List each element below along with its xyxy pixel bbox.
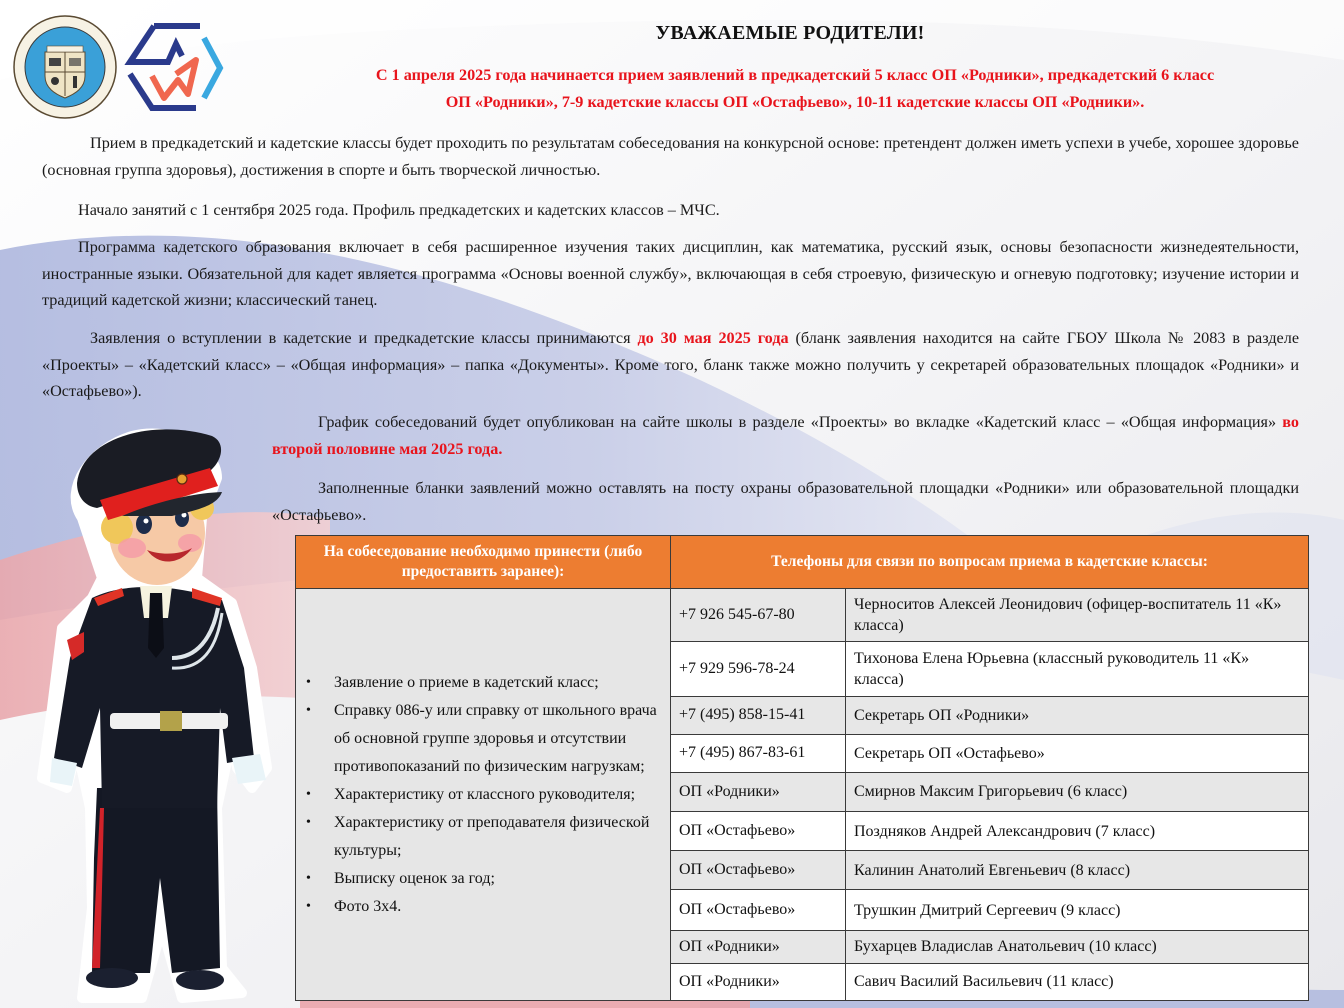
documents-cell: [296, 589, 671, 1001]
info-table: [295, 535, 1309, 1001]
document-item: • Фото 3х4.: [334, 893, 662, 921]
paragraph-applications: [42, 325, 1299, 405]
contact-phone: +7 926 545-67-80: [671, 589, 846, 642]
document-item: • Заявление о приеме в кадетский класс;: [334, 669, 662, 697]
contact-name: Бухарцев Владислав Анатольевич (10 класс): [846, 930, 1309, 963]
contact-name: Тихонова Елена Юрьевна (классный руководитель 11 «К» класса): [846, 642, 1309, 696]
schedule-text: График собеседований будет опубликован на сайте школы в разделе «Проекты» во вкладке «Кадетский класс – «Общая информация»: [318, 413, 1283, 431]
applications-deadline: до 30 мая 2025 года: [637, 329, 789, 347]
contact-name: Поздняков Андрей Александрович (7 класс): [846, 812, 1309, 851]
contact-phone: ОП «Родники»: [671, 772, 846, 811]
document-item: • Характеристику от классного руководителя;: [334, 781, 662, 809]
announcement-line-1: С 1 апреля 2025 года начинается прием заявлений в предкадетский 5 класс ОП «Родники», предкадетский 6 класс: [375, 66, 1215, 84]
document-item: • Характеристику от преподавателя физической культуры;: [334, 809, 662, 865]
paragraph-drop-off: Заполненные бланки заявлений можно оставлять на посту охраны образовательной площадки «Родники» или образовательной площадки «Остафьево».: [272, 479, 1299, 524]
contact-phone: ОП «Остафьево»: [671, 812, 846, 851]
paragraph-program: Программа кадетского образования включает в себя расширенное изучения таких дисциплин, как математика, русский язык, основы безопасности жизнедеятельности, иностранные языки. Обязательной для кадет является программа «Основы военной службу», включающая в себя строевую, физическую и огневую подготовку; изучение истории и традиций кадетской жизни; классический танец.: [42, 238, 1299, 309]
page-title: УВАЖАЕМЫЕ РОДИТЕЛИ!: [655, 22, 925, 44]
paragraph-admission: Прием в предкадетский и кадетские классы будет проходить по результатам собеседования на конкурсной основе: претендент должен иметь успехи в учебе, хорошее здоровье (основная группа здоровья), достижения в спорте и быть творческой личностью.: [42, 134, 1299, 179]
document-item: • Справку 086-у или справку от школьного врача об основной группе здоровья и отсутствии противопоказаний по физическим нагрузкам;: [334, 697, 662, 781]
announcement: [290, 62, 1300, 116]
contact-phone: +7 (495) 858-15-41: [671, 696, 846, 734]
documents-list: [304, 669, 662, 921]
announcement-line-2: ОП «Родники», 7-9 кадетские классы ОП «Остафьево», 10-11 кадетские классы ОП «Родники».: [445, 93, 1145, 111]
contact-phone: ОП «Родники»: [671, 930, 846, 963]
phones-header: Телефоны для связи по вопросам приема в кадетские классы:: [671, 536, 1309, 589]
documents-header: На собеседование необходимо принести (либо предоставить заранее):: [296, 536, 671, 589]
contact-row: [296, 589, 1309, 642]
star-hexagon-logo: [124, 22, 224, 114]
applications-text: Заявления о вступлении в кадетские и предкадетские классы принимаются: [90, 329, 638, 347]
contact-name: Черноситов Алексей Леонидович (офицер-воспитатель 11 «К» класса): [846, 589, 1309, 642]
contact-name: Калинин Анатолий Евгеньевич (8 класс): [846, 851, 1309, 890]
contact-phone: +7 (495) 867-83-61: [671, 734, 846, 772]
paragraph-schedule: [272, 409, 1299, 462]
school-seal-logo: [12, 14, 118, 120]
paragraph-start-date: Начало занятий с 1 сентября 2025 года. Профиль предкадетских и кадетских классов – МЧС.: [78, 201, 720, 219]
contact-name: Смирнов Максим Григорьевич (6 класс): [846, 772, 1309, 811]
applications-text-rest: (бланк заявления находится на сайте ГБОУ Школа № 2083 в разделе «Проекты» – «Кадетский класс» – «Общая информация» – папка «Документы». Кроме того, бланк также можно получить у секретарей образовательных площадок «Родники» и «Остафьево»).: [42, 329, 1300, 400]
contact-phone: +7 929 596-78-24: [671, 642, 846, 696]
cadet-illustration: [22, 408, 276, 1004]
contact-name: Савич Василий Васильевич (11 класс): [846, 963, 1309, 1000]
document-item: • Выписку оценок за год;: [334, 865, 662, 893]
contact-phone: ОП «Родники»: [671, 963, 846, 1000]
contact-phone: ОП «Остафьево»: [671, 890, 846, 930]
contact-name: Секретарь ОП «Родники»: [846, 696, 1309, 734]
contact-phone: ОП «Остафьево»: [671, 851, 846, 890]
contact-name: Трушкин Дмитрий Сергеевич (9 класс): [846, 890, 1309, 930]
schedule-date: во второй половине мая 2025 года.: [272, 413, 1299, 458]
contact-name: Секретарь ОП «Остафьево»: [846, 734, 1309, 772]
